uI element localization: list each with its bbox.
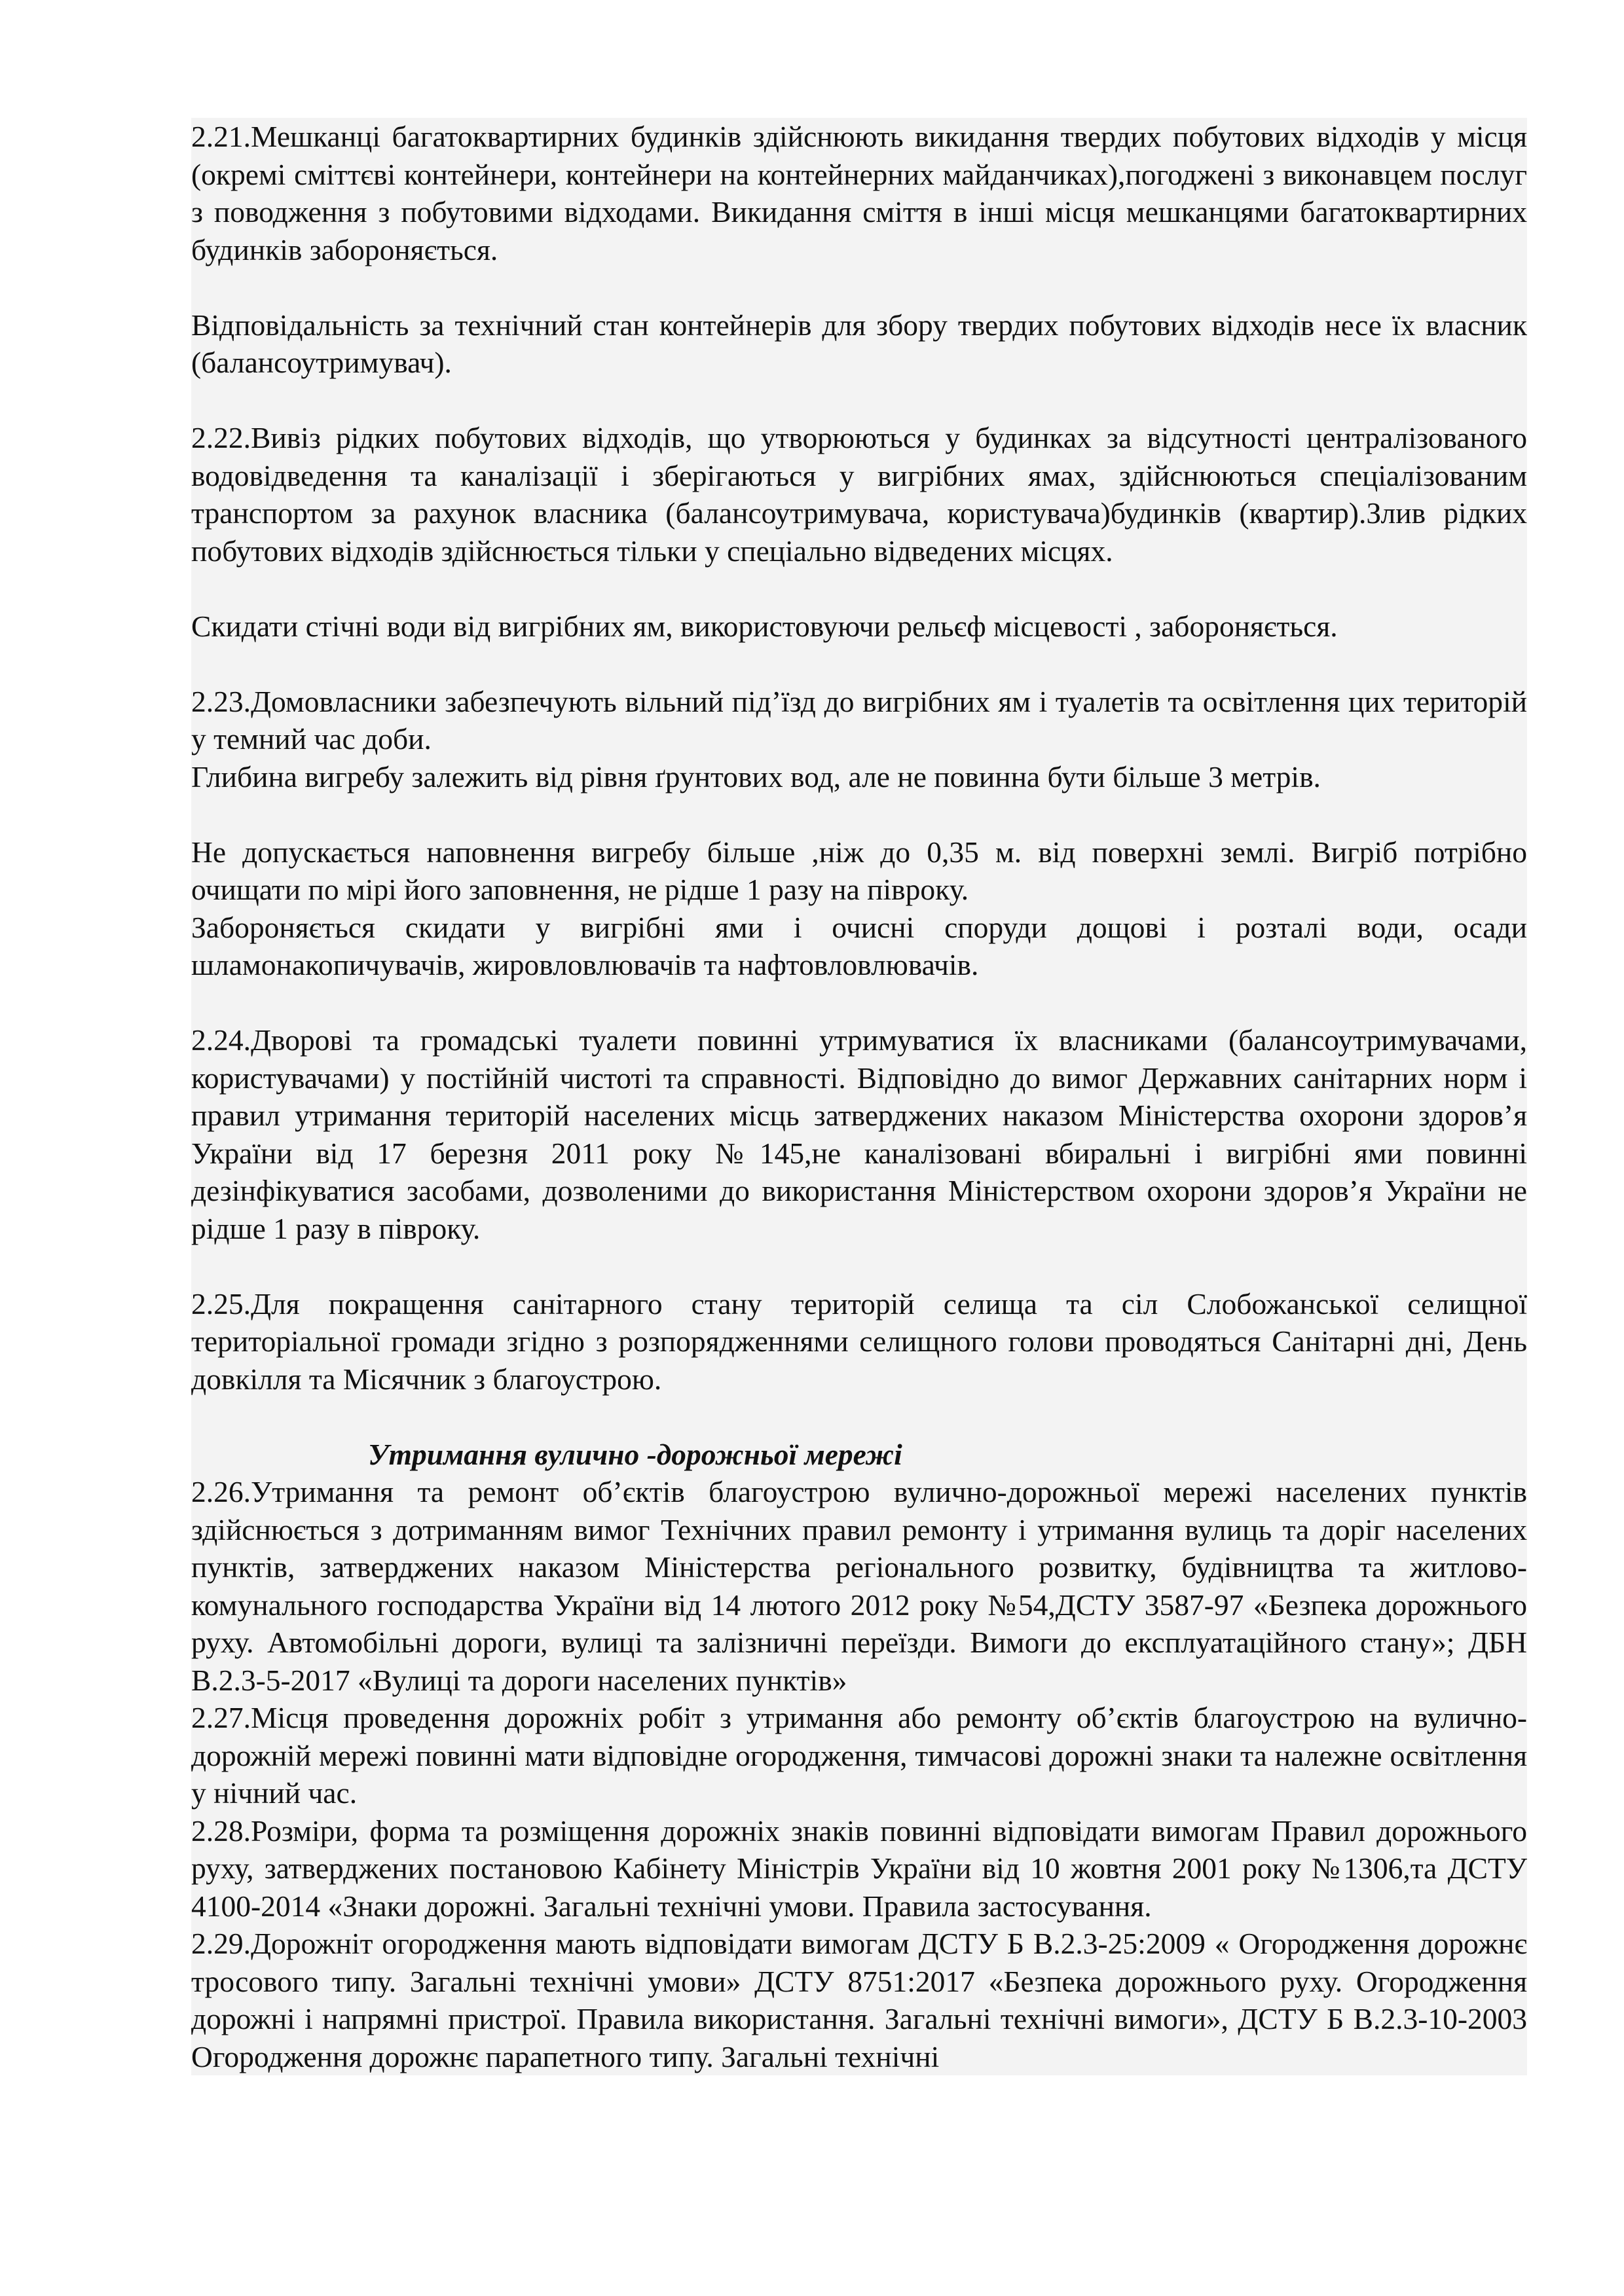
paragraph-2-28: 2.28.Розміри, форма та розміщення дорожніх знаків повинні відповідати вимогам Правил дорожнього руху, затверджених постановою Кабінету Міністрів України від 10 жовтня 2001 року №1306,та ДСТУ 4100-2014 «Знаки дорожні. Загальні технічні умови. Правила застосування.	[191, 1813, 1527, 1923]
paragraph-discharge-ban: Забороняється скидати у вигрібні ями і очисні споруди дощові і розталі води, осади шламонакопичувачів, жировловлювачів та нафтовловлювачів.	[191, 910, 1527, 981]
paragraph-spacer	[191, 645, 1527, 683]
paragraph-cesspool-depth: Глибина вигребу залежить від рівня ґрунтових вод, але не повинна бути більше 3 метрів.	[191, 759, 1321, 793]
paragraph-2-27: 2.27.Місця проведення дорожніх робіт з утримання або ремонту об’єктів благоустрою на вулично-дорожній мережі повинні мати відповідне огородження, тимчасові дорожні знаки та належне освітлення у нічний час.	[191, 1701, 1527, 1810]
document-body	[191, 118, 1527, 2075]
paragraph-container-responsibility: Відповідальність за технічний стан контейнерів для збору твердих побутових відходів несе їх власник (балансоутримувач).	[191, 308, 1527, 379]
paragraph-2-21: 2.21.Мешканці багатоквартирних будинків здійснюють викидання твердих побутових відходів у місця (окремі сміттєві контейнери, контейнери на контейнерних майданчиках),погоджені з виконавцем послуг з поводження з побутовими відходами. Викидання сміття в інші місця мешканцями багатоквартирних будинків забороняється.	[191, 120, 1527, 266]
paragraph-wastewater-ban: Скидати стічні води від вигрібних ям, використовуючи рельєф місцевості , забороняється.	[191, 609, 1338, 643]
paragraph-spacer	[191, 268, 1527, 306]
paragraph-spacer	[191, 1247, 1527, 1285]
paragraph-2-29: 2.29.Дорожніт огородження мають відповідати вимогам ДСТУ Б В.2.3-25:2009 « Огородження дорожнє тросового типу. Загальні технічні умови» ДСТУ 8751:2017 «Безпека дорожнього руху. Огородження дорожні і напрямні пристрої. Правила використання. Загальні технічні вимоги», ДСТУ Б В.2.3-10-2003 Огородження дорожнє парапетного типу. Загальні технічні	[191, 1927, 1527, 2073]
paragraph-2-25: 2.25.Для покращення санітарного стану територій селища та сіл Слобожанської селищної територіальної громади згідно з розпорядженнями селищного голови проводяться Санітарні дні, День довкілля та Місячник з благоустрою.	[191, 1286, 1527, 1396]
paragraph-spacer	[191, 382, 1527, 420]
paragraph-cesspool-filling: Не допускається наповнення вигребу більше ,ніж до 0,35 м. від поверхні землі. Вигріб потрібно очищати по мірі його заповнення, не рідше 1 разу на півроку.	[191, 835, 1527, 906]
section-heading: Утримання вулично -дорожньої мережі	[368, 1437, 902, 1471]
paragraph-spacer	[191, 570, 1527, 608]
paragraph-2-23: 2.23.Домовласники забезпечують вільний під’їзд до вигрібних ям і туалетів та освітлення цих територій у темний час доби.	[191, 684, 1527, 756]
paragraph-spacer	[191, 1398, 1527, 1436]
paragraph-2-24: 2.24.Дворові та громадські туалети повинні утримуватися їх власниками (балансоутримувачами, користувачами) у постійній чистоті та справності. Відповідно до вимог Державних санітарних норм і правил утримання територій населених місць затверджених наказом Міністерства охорони здоров’я України від 17 березня 2011 року №145,не каналізовані вбиральні і вигрібні ями повинні дезінфікуватися засобами, дозволеними до використання Міністерством охорони здоров’я України не рідше 1 разу в півроку.	[191, 1023, 1527, 1245]
paragraph-2-26: 2.26.Утримання та ремонт об’єктів благоустрою вулично-дорожньої мережі населених пунктів здійснюється з дотриманням вимог Технічних правил ремонту і утримання вулиць та доріг населених пунктів, затверджених наказом Міністерства регіонального розвитку, будівництва та житлово-комунального господарства України від 14 лютого 2012 року №54,ДСТУ 3587-97 «Безпека дорожнього руху. Автомобільні дороги, вулиці та залізничні переїзди. Вимоги до експлуатаційного стану»; ДБН В.2.3-5-2017 «Вулиці та дороги населених пунктів»	[191, 1475, 1527, 1697]
paragraph-2-22: 2.22.Вивіз рідких побутових відходів, що утворюються у будинках за відсутності централізованого водовідведення та каналізації і зберігаються у вигрібних ямах, здійснюються спеціалізованим транспортом за рахунок власника (балансоутримувача, користувача)будинків (квартир).Злив рідких побутових відходів здійснюється тільки у спеціально відведених місцях.	[191, 421, 1527, 568]
paragraph-spacer	[191, 795, 1527, 833]
paragraph-spacer	[191, 984, 1527, 1022]
